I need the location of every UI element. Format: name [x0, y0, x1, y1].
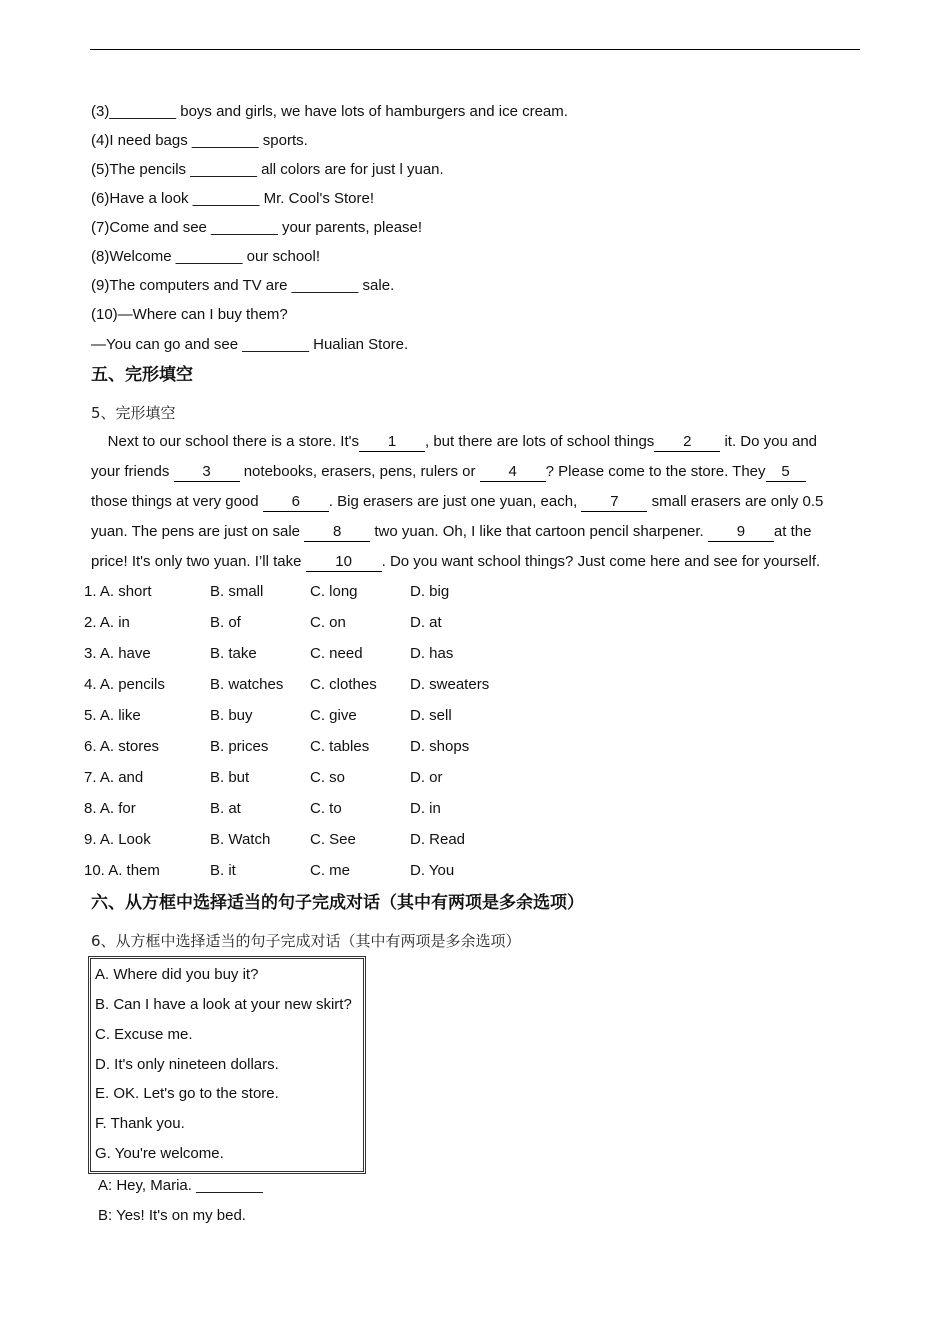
option-c: C. on [310, 614, 346, 631]
section-5-heading: 五、完形填空 [91, 365, 193, 385]
sentence-7: (7)Come and see ________ your parents, please! [91, 219, 423, 236]
choice-d: D. It's only nineteen dollars. [95, 1056, 279, 1073]
option-c: C. long [310, 583, 358, 600]
passage-line [91, 487, 851, 517]
choice-box [88, 956, 366, 1174]
option-a: 6. A. stores [84, 738, 160, 755]
option-d: D. in [410, 800, 441, 817]
option-d: D. Read [410, 831, 466, 848]
choice-f: F. Thank you. [95, 1115, 185, 1132]
cloze-passage [91, 427, 851, 577]
blank-5: 5 [766, 463, 806, 482]
sentence-3: (3)________ boys and girls, we have lots of hamburgers and ice cream. [91, 103, 568, 120]
passage-text: your friends [91, 463, 174, 480]
passage-text: yuan. The pens are just on sale [91, 523, 305, 540]
choice-c: C. Excuse me. [95, 1026, 193, 1043]
option-a: 9. A. Look [84, 831, 151, 848]
option-d: D. sell [410, 707, 452, 724]
sentence-5: (5)The pencils ________ all colors are for just l yuan. [91, 161, 444, 178]
passage-line [91, 457, 851, 487]
sentence-6: (6)Have a look ________ Mr. Cool's Store! [91, 190, 375, 207]
header-rule [90, 49, 860, 50]
option-a: 4. A. pencils [84, 676, 165, 693]
blank-9: 9 [708, 523, 774, 542]
option-a: 5. A. like [84, 707, 141, 724]
choice-e: E. OK. Let's go to the store. [95, 1085, 279, 1102]
blank-3: 3 [174, 463, 240, 482]
choice-b: B. Can I have a look at your new skirt? [95, 996, 352, 1013]
blank-6: 6 [263, 493, 329, 512]
option-c: C. See [310, 831, 356, 848]
option-b: B. small [210, 583, 264, 600]
option-b: B. it [210, 862, 236, 879]
option-d: D. has [410, 645, 454, 662]
passage-text: . Do you want school things? Just come here and see for yourself. [381, 553, 821, 570]
passage-line [91, 517, 851, 547]
section-6-heading: 六、从方框中选择适当的句子完成对话（其中有两项是多余选项） [91, 893, 584, 913]
blank-2: 2 [654, 433, 720, 452]
option-b: B. take [210, 645, 257, 662]
option-a: 1. A. short [84, 583, 152, 600]
blank-4: 4 [480, 463, 546, 482]
option-c: C. give [310, 707, 357, 724]
option-b: B. of [210, 614, 241, 631]
sentence-10-answer: —You can go and see ________ Hualian Store. [91, 336, 409, 353]
passage-line [91, 547, 851, 577]
option-c: C. tables [310, 738, 370, 755]
sentence-4: (4)I need bags ________ sports. [91, 132, 308, 149]
option-a: 2. A. in [84, 614, 130, 631]
passage-text: Next to our school there is a store. It's [107, 433, 359, 450]
sentence-9: (9)The computers and TV are ________ sale. [91, 277, 395, 294]
option-c: C. need [310, 645, 363, 662]
dialog-line-a: A: Hey, Maria. ________ [98, 1177, 263, 1194]
option-b: B. prices [210, 738, 269, 755]
option-b: B. at [210, 800, 241, 817]
passage-text: those things at very good [91, 493, 263, 510]
blank-7: 7 [581, 493, 647, 512]
option-d: D. shops [410, 738, 470, 755]
choice-a: A. Where did you buy it? [95, 966, 259, 983]
passage-text: two yuan. Oh, I like that cartoon pencil sharpener. [370, 523, 708, 540]
option-d: D. big [410, 583, 450, 600]
option-c: C. me [310, 862, 351, 879]
passage-line [91, 427, 851, 457]
option-b: B. buy [210, 707, 253, 724]
passage-text: small erasers are only 0.5 [647, 493, 824, 510]
passage-text: price! It's only two yuan. I’ll take [91, 553, 306, 570]
passage-text: , but there are lots of school things [424, 433, 655, 450]
option-a: 8. A. for [84, 800, 136, 817]
sentence-10-question: (10)—Where can I buy them? [91, 306, 288, 323]
option-b: B. Watch [210, 831, 271, 848]
blank-1: 1 [359, 433, 425, 452]
choice-g: G. You're welcome. [95, 1145, 224, 1162]
sentence-8: (8)Welcome ________ our school! [91, 248, 321, 265]
section-6-subheading: 6、从方框中选择适当的句子完成对话（其中有两项是多余选项） [91, 932, 521, 950]
passage-text: notebooks, erasers, pens, rulers or [239, 463, 480, 480]
dialog-line-b: B: Yes! It's on my bed. [98, 1207, 246, 1224]
passage-text: . Big erasers are just one yuan, each, [328, 493, 582, 510]
option-a: 7. A. and [84, 769, 144, 786]
option-b: B. watches [210, 676, 284, 693]
option-c: C. clothes [310, 676, 377, 693]
option-c: C. to [310, 800, 342, 817]
blank-10: 10 [306, 553, 382, 572]
option-d: D. or [410, 769, 443, 786]
passage-text: ? Please come to the store. They [545, 463, 766, 480]
option-d: D. You [410, 862, 455, 879]
option-a: 10. A. them [84, 862, 160, 879]
option-d: D. at [410, 614, 442, 631]
section-5-subheading: 5、完形填空 [91, 404, 176, 422]
option-b: B. but [210, 769, 250, 786]
option-d: D. sweaters [410, 676, 490, 693]
passage-text: at the [773, 523, 812, 540]
option-a: 3. A. have [84, 645, 151, 662]
blank-8: 8 [304, 523, 370, 542]
option-c: C. so [310, 769, 346, 786]
passage-text: it. Do you and [720, 433, 818, 450]
